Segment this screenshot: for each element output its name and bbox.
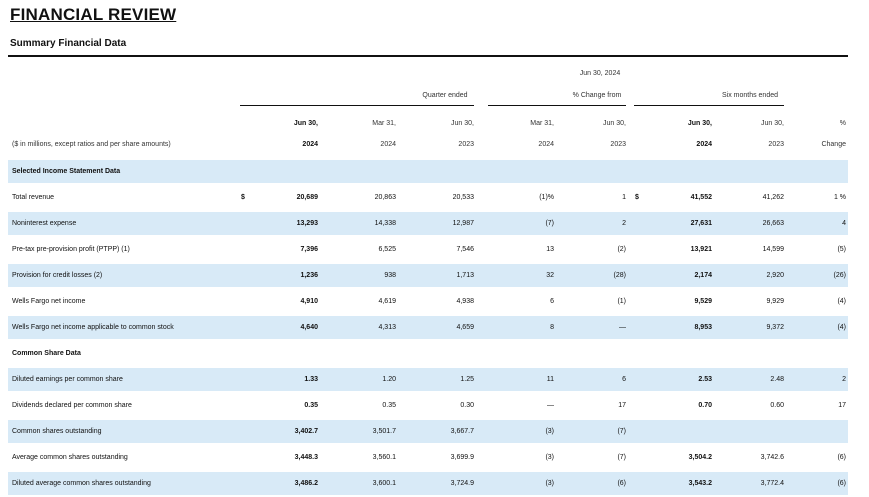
cell-six-change: 1 % <box>833 194 846 201</box>
row-label: Diluted earnings per common share <box>12 376 123 383</box>
col-header-1-line2: 2024 <box>302 141 318 148</box>
col-header-6-line2: 2024 <box>696 141 712 148</box>
col-header-7-line2: 2023 <box>768 141 784 148</box>
cell-six-2023: 2,920 <box>766 272 784 279</box>
cell-six-2023: 0.60 <box>770 402 784 409</box>
cell-six-2023: 41,262 <box>762 194 784 201</box>
cell-six-change: (6) <box>837 454 846 461</box>
cell-chg-mar: 8 <box>550 324 554 331</box>
col-header-3-line1: Jun 30, <box>451 120 474 127</box>
cell-q-mar-2024: 938 <box>384 272 396 279</box>
cell-q-jun-2023: 12,987 <box>452 220 474 227</box>
section-row-income <box>8 160 848 183</box>
cell-six-change: (4) <box>837 324 846 331</box>
cell-six-change: 17 <box>838 402 846 409</box>
table-row-ptpp <box>8 238 848 261</box>
cell-six-2024: 3,543.2 <box>688 480 712 487</box>
row-label: Noninterest expense <box>12 220 77 227</box>
cell-chg-jun: — <box>619 324 626 331</box>
table-row-net-income-common <box>8 316 848 339</box>
table-row-provision <box>8 264 848 287</box>
cell-q-jun-2023: 1,713 <box>456 272 474 279</box>
col-header-2-line2: 2024 <box>380 141 396 148</box>
cell-chg-jun: (28) <box>613 272 626 279</box>
cell-six-2024: 2,174 <box>694 272 712 279</box>
row-label: Average common shares outstanding <box>12 454 128 461</box>
col-header-4-line1: Mar 31, <box>530 120 554 127</box>
cell-q-jun-2023: 7,546 <box>456 246 474 253</box>
cell-chg-mar: 11 <box>546 376 554 383</box>
section-row-common <box>8 342 848 365</box>
col-header-3-line2: 2023 <box>458 141 474 148</box>
cell-six-2024: 3,504.2 <box>688 454 712 461</box>
table-row-diluted-eps <box>8 368 848 391</box>
cell-chg-jun: (7) <box>617 454 626 461</box>
cell-q-jun-2023: 0.30 <box>460 402 474 409</box>
units-note: ($ in millions, except ratios and per share amounts) <box>12 141 171 148</box>
cell-six-2024: 13,921 <box>690 246 712 253</box>
header-top-group: Jun 30, 2024 <box>579 70 621 77</box>
cell-q-jun-2023: 4,938 <box>456 298 474 305</box>
title-rule <box>8 55 848 57</box>
table-row-average-shares <box>8 446 848 469</box>
cell-q-jun-2024: 1,236 <box>300 272 318 279</box>
header-quarter-group: Quarter ended <box>422 92 468 99</box>
page-title: FINANCIAL REVIEW <box>10 5 177 24</box>
col-header-1-line1: Jun 30, <box>293 120 318 127</box>
cell-q-jun-2024: 0.35 <box>304 402 318 409</box>
section-label: Selected Income Statement Data <box>12 168 121 175</box>
cell-six-2023: 3,772.4 <box>760 480 784 487</box>
row-label: Provision for credit losses (2) <box>12 272 103 279</box>
cell-six-change: (4) <box>837 298 846 305</box>
cell-q-jun-2024: 1.33 <box>304 376 318 383</box>
row-label: Common shares outstanding <box>12 428 102 435</box>
cell-q-mar-2024: 3,560.1 <box>372 454 396 461</box>
row-label: Wells Fargo net income applicable to common stock <box>12 324 174 331</box>
cell-q-jun-2024: 3,402.7 <box>294 428 318 435</box>
cell-six-2023: 3,742.6 <box>760 454 784 461</box>
table-row-shares-outstanding <box>8 420 848 443</box>
header-six-month-group: Six months ended <box>721 92 779 99</box>
cell-chg-jun: (1) <box>617 298 626 305</box>
cell-chg-mar: (3) <box>545 454 554 461</box>
cell-six-2024: 9,529 <box>694 298 712 305</box>
section-label: Common Share Data <box>12 350 81 357</box>
cell-q-jun-2023: 1.25 <box>460 376 474 383</box>
header-change-group: % Change from <box>572 92 622 99</box>
cell-chg-jun: (6) <box>617 480 626 487</box>
col-header-5-line2: 2023 <box>610 141 626 148</box>
table-row-diluted-average-shares <box>8 472 848 495</box>
col-header-8-line1: % <box>839 120 846 127</box>
cell-six-2023: 9,372 <box>766 324 784 331</box>
table-row-total-revenue <box>8 186 848 209</box>
cell-six-2024: 0.70 <box>698 402 712 409</box>
col-header-4-line2: 2024 <box>538 141 554 148</box>
cell-six-2023: 2.48 <box>770 376 784 383</box>
cell-q-mar-2024: 20,863 <box>374 194 396 201</box>
currency-symbol: $ <box>635 194 639 201</box>
table-row-noninterest-expense <box>8 212 848 235</box>
row-label: Wells Fargo net income <box>12 298 86 305</box>
row-label: Diluted average common shares outstanding <box>12 480 151 487</box>
cell-six-change: (26) <box>833 272 846 279</box>
cell-chg-mar: (3) <box>545 480 554 487</box>
row-label: Total revenue <box>12 194 55 201</box>
cell-q-mar-2024: 4,313 <box>378 324 396 331</box>
col-header-8-line2: Change <box>821 141 846 148</box>
col-header-2-line1: Mar 31, <box>372 120 396 127</box>
cell-q-mar-2024: 3,600.1 <box>372 480 396 487</box>
cell-chg-mar: (3) <box>545 428 554 435</box>
cell-q-jun-2024: 3,448.3 <box>294 454 318 461</box>
cell-chg-jun: 6 <box>622 376 626 383</box>
section-title: Summary Financial Data <box>10 38 127 49</box>
cell-q-jun-2023: 3,724.9 <box>450 480 474 487</box>
cell-six-2024: 8,953 <box>694 324 712 331</box>
cell-q-jun-2023: 3,699.9 <box>450 454 474 461</box>
cell-chg-mar: 13 <box>546 246 554 253</box>
rule-quarter <box>240 105 474 106</box>
cell-q-jun-2024: 13,293 <box>296 220 318 227</box>
cell-q-jun-2024: 3,486.2 <box>294 480 318 487</box>
cell-q-mar-2024: 14,338 <box>374 220 396 227</box>
cell-q-mar-2024: 0.35 <box>382 402 396 409</box>
cell-q-jun-2024: 7,396 <box>300 246 318 253</box>
cell-q-jun-2024: 4,910 <box>300 298 318 305</box>
table-row-dividends <box>8 394 848 417</box>
cell-chg-mar: (1)% <box>539 194 554 201</box>
cell-q-mar-2024: 1.20 <box>382 376 396 383</box>
col-header-6-line1: Jun 30, <box>687 120 712 127</box>
row-label: Pre-tax pre-provision profit (PTPP) (1) <box>12 246 130 253</box>
cell-chg-jun: (2) <box>617 246 626 253</box>
cell-chg-mar: (7) <box>545 220 554 227</box>
rule-change <box>488 105 626 106</box>
cell-chg-jun: 17 <box>618 402 626 409</box>
cell-chg-mar: 32 <box>546 272 554 279</box>
cell-chg-mar: 6 <box>550 298 554 305</box>
cell-chg-jun: 1 <box>622 194 626 201</box>
table-row-net-income <box>8 290 848 313</box>
cell-q-jun-2023: 3,667.7 <box>450 428 474 435</box>
cell-six-change: (6) <box>837 480 846 487</box>
rule-six-month <box>634 105 784 106</box>
cell-chg-mar: — <box>547 402 554 409</box>
cell-six-change: 2 <box>842 376 846 383</box>
cell-q-jun-2024: 20,689 <box>296 194 318 201</box>
row-label: Dividends declared per common share <box>12 402 132 409</box>
cell-six-2023: 9,929 <box>766 298 784 305</box>
cell-chg-jun: (7) <box>617 428 626 435</box>
cell-six-change: 4 <box>842 220 846 227</box>
cell-six-2024: 2.53 <box>698 376 712 383</box>
cell-six-2023: 26,663 <box>762 220 784 227</box>
col-header-5-line1: Jun 30, <box>603 120 626 127</box>
cell-q-jun-2023: 4,659 <box>456 324 474 331</box>
cell-six-change: (5) <box>837 246 846 253</box>
cell-q-mar-2024: 3,501.7 <box>372 428 396 435</box>
cell-chg-jun: 2 <box>622 220 626 227</box>
cell-six-2024: 41,552 <box>690 194 712 201</box>
cell-q-jun-2023: 20,533 <box>452 194 474 201</box>
currency-symbol: $ <box>241 194 245 201</box>
cell-six-2024: 27,631 <box>690 220 712 227</box>
cell-q-mar-2024: 6,525 <box>378 246 396 253</box>
col-header-7-line1: Jun 30, <box>761 120 784 127</box>
cell-q-mar-2024: 4,619 <box>378 298 396 305</box>
cell-q-jun-2024: 4,640 <box>300 324 318 331</box>
cell-six-2023: 14,599 <box>762 246 784 253</box>
